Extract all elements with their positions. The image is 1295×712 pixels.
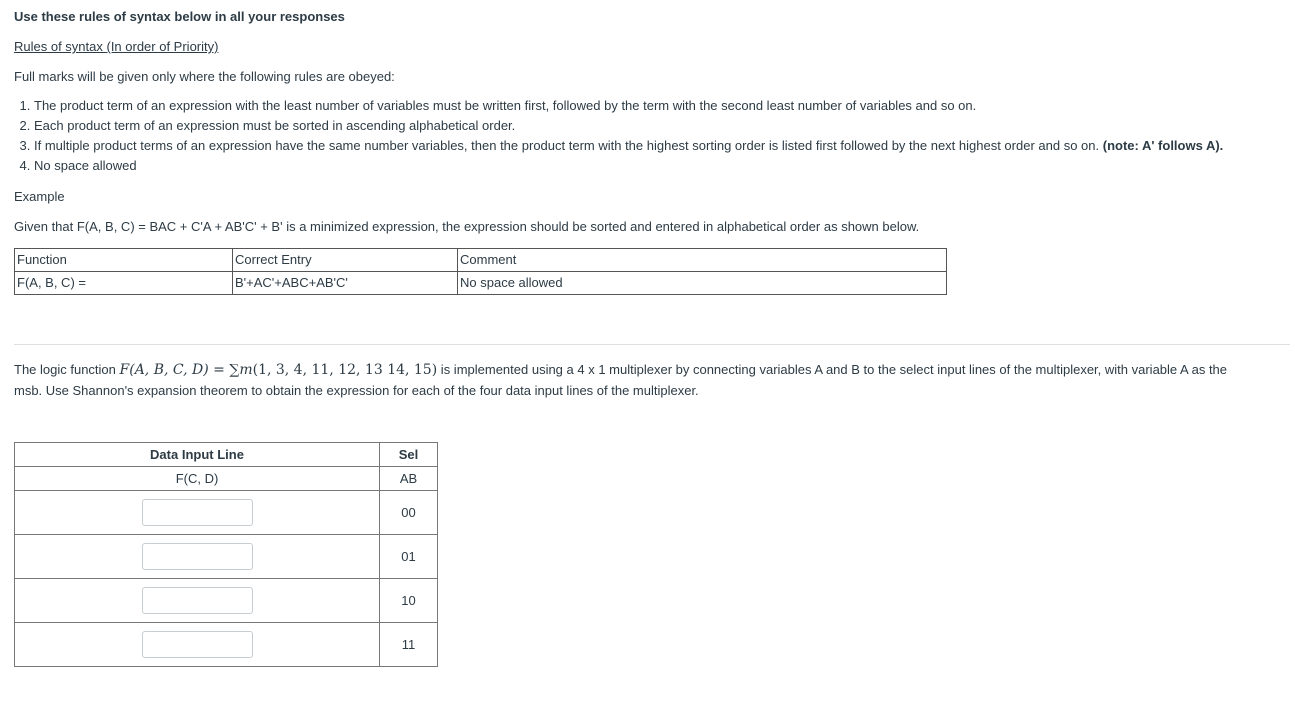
table-header-cell: Function bbox=[15, 249, 233, 272]
rule-item: 3. If multiple product terms of an expression have the same number variables, then the product term with the highest sorting order is listed first followed by the next highest order and so on. (note: A' follows A). bbox=[34, 136, 1223, 156]
mux-table bbox=[14, 442, 438, 667]
full-marks-text: Full marks will be given only where the following rules are obeyed: bbox=[14, 69, 395, 84]
answer-input-01[interactable] bbox=[142, 543, 253, 570]
math-args: (A, B, C, D) = bbox=[129, 362, 230, 378]
rule-note: (note: A' follows A). bbox=[1102, 138, 1224, 153]
rules-list bbox=[14, 96, 1223, 176]
table-row bbox=[15, 467, 438, 491]
math-terms: (1, 3, 4, 11, 12, 13 14, 15) bbox=[252, 362, 438, 378]
sel-cell: 00 bbox=[380, 491, 438, 535]
answer-cell bbox=[15, 491, 380, 535]
rule-item: 1. The product term of an expression with the least number of variables must be written first, followed by the term with the second least number of variables and so on. bbox=[34, 96, 1223, 116]
table-header-cell: Data Input Line bbox=[15, 443, 380, 467]
rule-item: 2. Each product term of an expression must be sorted in ascending alphabetical order. bbox=[34, 116, 1223, 136]
table-row bbox=[15, 443, 438, 467]
math-minterm: m bbox=[239, 362, 253, 378]
math-function: F bbox=[119, 362, 130, 378]
sel-cell: 11 bbox=[380, 623, 438, 667]
answer-input-11[interactable] bbox=[142, 631, 253, 658]
table-header-cell: Sel bbox=[380, 443, 438, 467]
table-row bbox=[15, 272, 947, 295]
table-row bbox=[15, 249, 947, 272]
intro-text: Use these rules of syntax below in all your responses bbox=[14, 9, 345, 24]
answer-cell bbox=[15, 579, 380, 623]
table-row bbox=[15, 579, 438, 623]
table-row bbox=[15, 491, 438, 535]
table-header-cell: Comment bbox=[458, 249, 947, 272]
table-row bbox=[15, 623, 438, 667]
rule-item: 4. No space allowed bbox=[34, 156, 1223, 176]
table-header-cell: Correct Entry bbox=[233, 249, 458, 272]
answer-cell bbox=[15, 623, 380, 667]
sigma-symbol: ∑ bbox=[229, 362, 240, 378]
table-cell: No space allowed bbox=[458, 272, 947, 295]
answer-input-00[interactable] bbox=[142, 499, 253, 526]
question-text-line2: msb. Use Shannon's expansion theorem to obtain the expression for each of the four data input lines of the multiplexer. bbox=[14, 383, 699, 398]
table-subheader-cell: AB bbox=[380, 467, 438, 491]
answer-cell bbox=[15, 535, 380, 579]
divider bbox=[14, 344, 1290, 345]
example-label: Example bbox=[14, 189, 65, 204]
table-subheader-cell: F(C, D) bbox=[15, 467, 380, 491]
question-text: The logic function F(A, B, C, D) = ∑m(1, 3, 4, 11, 12, 13 14, 15) is implemented using a 4 x 1 multiplexer by connecting variables A and B to the select input lines of the multiplexer, with variable A as the bbox=[14, 362, 1228, 378]
sel-cell: 01 bbox=[380, 535, 438, 579]
answer-input-10[interactable] bbox=[142, 587, 253, 614]
example-table bbox=[14, 248, 947, 295]
given-text: Given that F(A, B, C) = BAC + C'A + AB'C' + B' is a minimized expression, the expression should be sorted and entered in alphabetical order as shown below. bbox=[14, 219, 920, 234]
sel-cell: 10 bbox=[380, 579, 438, 623]
rules-heading: Rules of syntax (In order of Priority) bbox=[14, 39, 219, 54]
table-cell: F(A, B, C) = bbox=[15, 272, 233, 295]
table-row bbox=[15, 535, 438, 579]
table-cell: B'+AC'+ABC+AB'C' bbox=[233, 272, 458, 295]
